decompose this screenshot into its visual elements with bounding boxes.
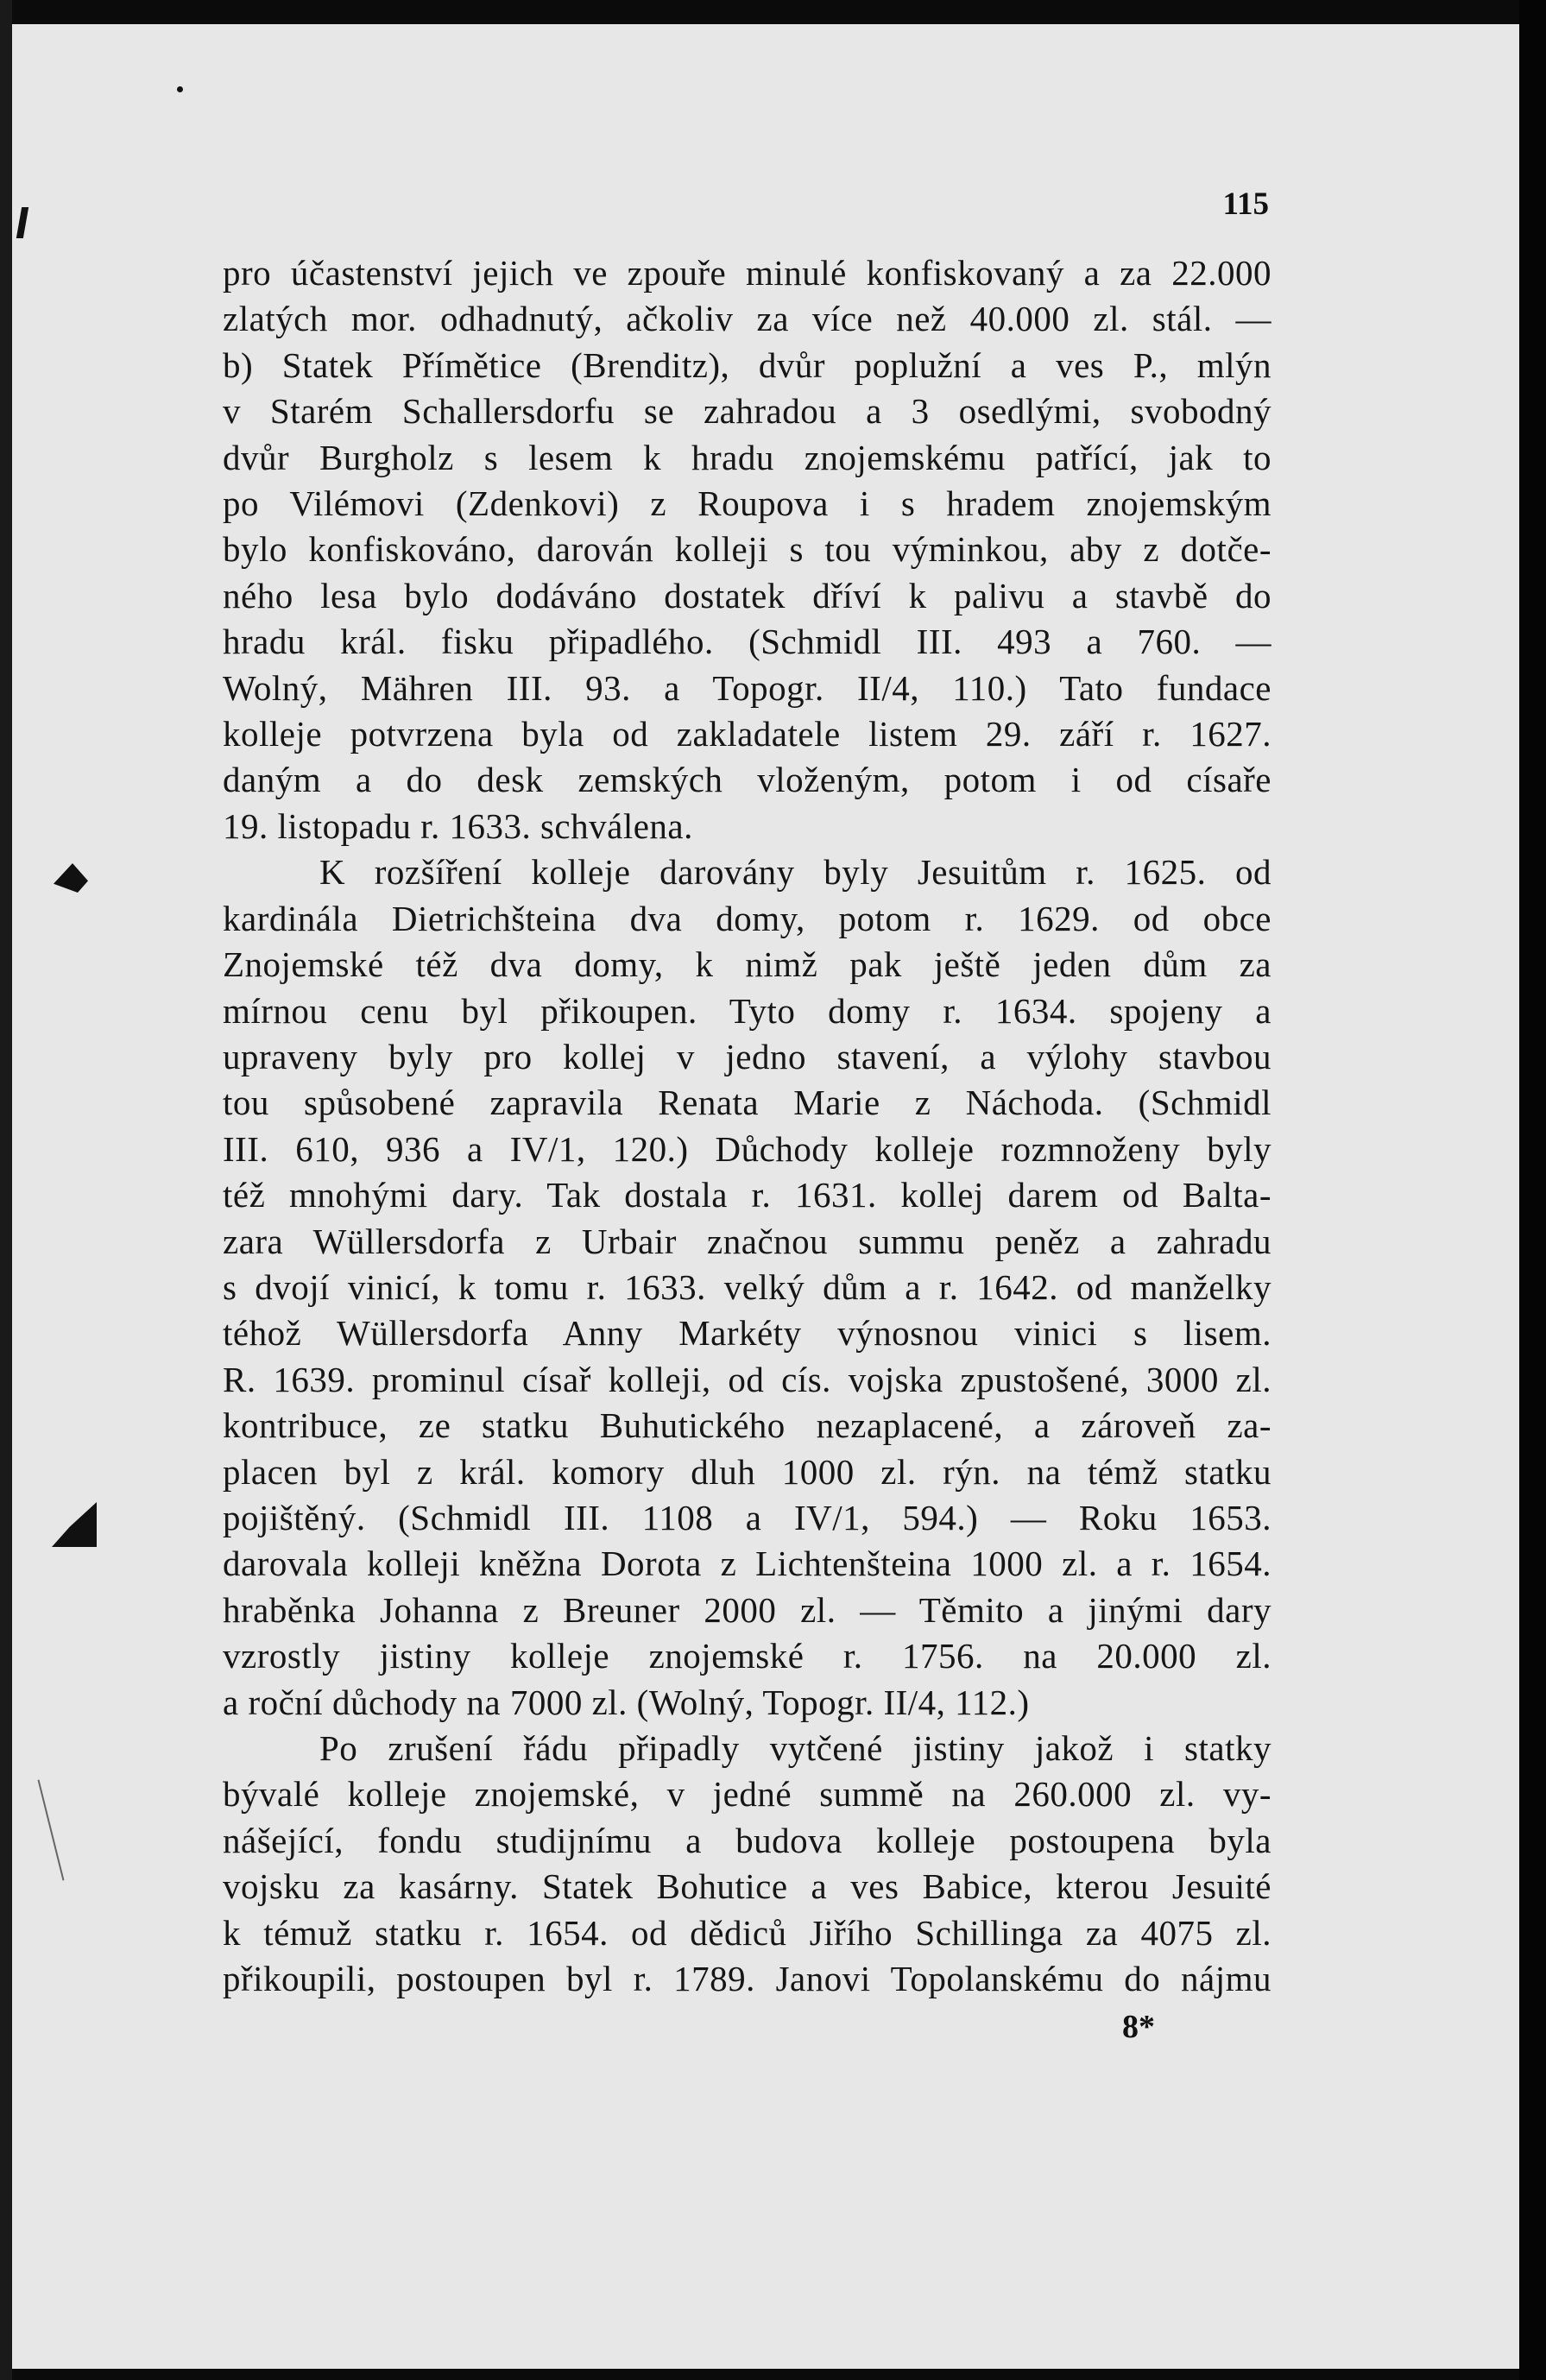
text-line: zlatých mor. odhadnutý, ačkoliv za více než 40.000 zl. stál. — [223,299,1272,339]
text-line: darovala kolleji kněžna Dorota z Lichtenšteina 1000 zl. a r. 1654. [223,1544,1272,1584]
text-line: tou spůsobené zapravila Renata Marie z Náchoda. (Schmidl [223,1083,1272,1123]
scan-speck [177,86,183,92]
text-line: mírnou cenu byl přikoupen. Tyto domy r. 1634. spojeny a [223,990,1272,1031]
text-line: III. 610, 936 a IV/1, 120.) Důchody kolleje rozmnoženy byly [223,1128,1272,1169]
text-line: též mnohými dary. Tak dostala r. 1631. kollej darem od Balta- [223,1175,1272,1215]
text-line: hraběnka Johanna z Breuner 2000 zl. — Těmito a jinými dary [223,1589,1272,1630]
text-line: kolleje potvrzena byla od zakladatele listem 29. září r. 1627. [223,714,1272,754]
text-line: k témuž statku r. 1654. od dědiců Jiřího Schillinga za 4075 zl. [223,1912,1272,1953]
text-line: Znojemské též dva domy, k nimž pak ještě jeden dům za [223,944,1272,985]
text-line: vzrostly jistiny kolleje znojemské r. 1756. na 20.000 zl. [223,1636,1272,1676]
text-line: s dvojí vinicí, k tomu r. 1633. velký dům a r. 1642. od manželky [223,1266,1272,1307]
text-line: bylo konfiskováno, darován kolleji s tou výminkou, aby z dotče- [223,529,1272,570]
text-line: nášející, fondu studijnímu a budova kolleje postoupena byla [223,1820,1272,1860]
text-line: 19. listopadu r. 1633. schválena. [223,805,693,846]
text-line: pro účastenství jejich ve zpouře minulé konfiskovaný a za 22.000 [223,253,1272,293]
text-line: upraveny byly pro kollej v jedno stavení, a výlohy stavbou [223,1036,1272,1076]
text-line: Po zrušení řádu připadly vytčené jistiny jakož i statky [319,1728,1272,1768]
text-line: hradu král. fisku připadlého. (Schmidl III. 493 a 760. — [223,622,1272,662]
text-line: ného lesa bylo dodáváno dostatek dříví k palivu a stavbě do [223,575,1272,616]
text-line: daným a do desk zemských vloženým, potom i od císaře [223,760,1272,800]
text-line: přikoupili, postoupen byl r. 1789. Janovi Topolanskému do nájmu [223,1959,1272,1999]
text-line: vojsku za kasárny. Statek Bohutice a ves Babice, kterou Jesuité [223,1866,1272,1907]
text-line: kardinála Dietrichšteina dva domy, potom r. 1629. od obce [223,898,1272,938]
text-line: K rozšíření kolleje darovány byly Jesuitům r. 1625. od [319,852,1272,893]
text-line: v Starém Schallersdorfu se zahradou a 3 osedlými, svobodný [223,391,1272,432]
text-line: zara Wüllersdorfa z Urbair značnou summu peněz a zahradu [223,1221,1272,1261]
scan-edge-left [0,0,12,2380]
text-line: Wolný, Mähren III. 93. a Topogr. II/4, 110.) Tato fundace [223,667,1272,708]
text-line: a roční důchody na 7000 zl. (Wolný, Topogr. II/4, 112.) [223,1682,1030,1722]
scan-edge-right [1519,0,1546,2380]
text-line: b) Statek Přímětice (Brenditz), dvůr poplužní a ves P., mlýn [223,344,1272,385]
text-line: téhož Wüllersdorfa Anny Markéty výnosnou vinici s lisem. [223,1313,1272,1354]
text-line: placen byl z král. komory dluh 1000 zl. rýn. na témž statku [223,1451,1272,1492]
text-line: bývalé kolleje znojemské, v jedné summě na 260.000 zl. vy- [223,1774,1272,1815]
text-line: dvůr Burgholz s lesem k hradu znojemskému patřící, jak to [223,437,1272,477]
text-line: R. 1639. prominul císař kolleji, od cís. vojska zpustošené, 3000 zl. [223,1359,1272,1399]
signature-mark: 8* [1122,2009,1155,2045]
text-line: po Vilémovi (Zdenkovi) z Roupova i s hradem znojemským [223,483,1272,524]
page-number: 115 [1222,186,1269,222]
paragraph [223,849,1272,1726]
body-text [223,250,1272,2002]
text-line: kontribuce, ze statku Buhutického nezaplacené, a zároveň za- [223,1405,1272,1446]
paragraph [223,1726,1272,2002]
text-line: pojištěný. (Schmidl III. 1108 a IV/1, 594.) — Roku 1653. [223,1497,1272,1537]
paragraph [223,250,1272,849]
